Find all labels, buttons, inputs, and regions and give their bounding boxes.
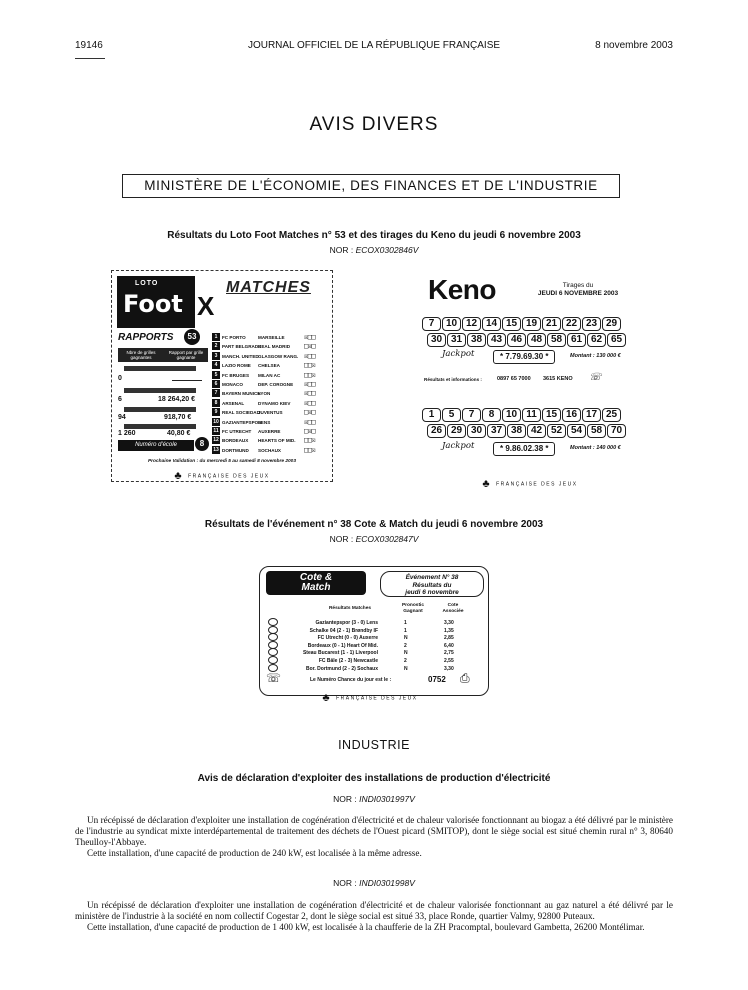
cote-prono: N [404,635,408,642]
nor-code: ECOX0302846V [355,245,419,255]
match-result: □☒□ [304,427,316,435]
cote-logo-line2: Match [301,582,331,593]
match-home: PART BELGRADE [222,344,262,350]
keno-tirages-date: JEUDI 6 NOVEMBRE 2003 [537,290,619,297]
nor-label: NOR : [329,245,354,255]
keno-tirages-label: Tirages du [562,282,594,289]
match-home: FC BRUGES [222,372,250,378]
logo-loto-text: LOTO [135,280,159,287]
industrie-title: Avis de déclaration d'exploiter des installations de production d'électricité [197,773,551,784]
header-rule [75,58,105,59]
match-row [212,446,330,455]
jackpot2-number: * 9.86.02.38 * [493,442,555,456]
rap-3-value: 918,70 € [164,414,192,421]
match-row [212,371,330,380]
keno-ball: 5 [442,408,461,422]
loto-keno-title: Résultats du Loto Foot Matches n° 53 et des tirages du Keno du jeudi 6 novembre 2003 [167,230,581,241]
loto-fdj [112,470,332,482]
rap-head-right: Rapport par grille gagnante [168,350,204,360]
match-result: ☒□□ [304,417,316,426]
match-row [212,361,330,370]
rap-1-value: 0 [118,375,122,382]
match-result: □☒□ [304,342,316,351]
match-home: LAZIO ROME [222,363,251,369]
rapports-label: RAPPORTS [118,332,174,343]
grid-number-badge: 53 [184,329,200,345]
event-line3: jeudi 6 novembre [405,589,459,596]
jackpot1-label: Jackpot [442,349,475,359]
logo-foot-text: Foot [123,290,183,318]
head-cote: Cote Associée [442,603,464,614]
match-result: □□☒ [304,361,316,370]
rap-head-left: Nbre de grilles gagnantes [126,350,156,360]
match-away: DEP. COROGNE [258,382,294,387]
match-away: LYON [258,391,271,397]
match-result: ☒□□ [304,389,316,398]
match-number: 7 [212,389,220,397]
keno-ball: 46 [507,333,526,347]
printer-icon: ⎙ [460,671,470,685]
match-home: REAL SOCIEDAD [222,410,260,416]
section-title-industrie: INDUSTRIE [338,738,410,752]
match-home: DORTMUND [222,447,249,453]
keno-ball: 30 [427,333,446,347]
cote-prono: N [404,650,408,657]
chance-value: 0752 [428,675,446,684]
issue-date: 8 novembre 2003 [595,40,673,51]
rapports-header [118,348,208,362]
cote-value: 3,30 [444,665,454,672]
keno-ball: 11 [522,408,541,422]
cote-match: Gaziantepspor (3 - 0) Lens [315,620,378,626]
paragraph-2a: Un récépissé de déclaration d'exploiter une installation de cogénération d'électricité et de chaleur valorisée fonctionnant au gaz naturel a été délivré par le ministère de l'industrie à la société en nom collectif Cogestar 2, dont le siège social est situé 33, place Ronde, quartier Valmy, 92800 Puteaux. [75,900,673,921]
match-home: BAYERN MUNICH [222,391,261,397]
match-away: REAL MADRID [258,344,291,350]
keno-fdj [480,478,580,490]
keno-ball: 31 [447,333,466,347]
keno-ball: 48 [527,333,546,347]
keno-draw2-row2 [427,424,626,438]
match-result: ☒□□ [304,398,316,407]
match-result: □□☒ [304,436,316,445]
match-row [212,408,330,417]
keno-ball: 19 [522,317,541,331]
keno-ball: 30 [467,424,486,438]
rank-bar-3 [124,407,196,412]
match-away: AUXERRE [258,429,281,434]
keno-ball: 15 [502,317,521,331]
keno-ball: 38 [467,333,486,347]
keno-tirages [530,282,626,298]
keno-ball: 15 [542,408,561,422]
match-home: MANCH. UNITED [222,353,259,359]
cote-logo-line1: Cote & [299,572,333,583]
keno-ball: 54 [567,424,586,438]
match-row [212,436,330,445]
keno-ball: 22 [562,317,581,331]
keno-ball: 21 [542,317,561,331]
paragraph-1a: Un récépissé de déclaration d'exploiter une installation de cogénération d'électricité et de chaleur valorisée fonctionnant au biogaz a été délivré par le ministère de l'industrie au syndicat mixte interdépartemental de traitement des déchets de l'Ouest picard (SMITOP), dont le siège social est situé chemin rural n° 3, 80640 Theulloy-l'Abbaye. [75,815,673,847]
rank-bar-1 [124,366,196,371]
match-away: MILAN AC [258,372,281,378]
match-away: JUVENTUS [258,410,283,416]
keno-ball: 70 [607,424,626,438]
fdj-text: FRANÇAISE DES JEUX [188,473,270,480]
match-number: 1 [212,333,220,341]
keno-info-label: Résultats et informations : [424,377,482,382]
phone-icon: ☏ [266,671,282,685]
cote-match-card [259,566,489,696]
rank-bar-4 [124,424,196,429]
page-header [75,40,673,54]
numero-ecole-label: Numéro d'école [118,440,194,451]
cote-match: Bor. Dortmund (2 - 2) Sochaux [306,665,378,672]
jackpot2-label: Jackpot [442,441,475,451]
cote-fdj [320,692,420,704]
match-number: 10 [213,418,219,425]
keno-ball: 62 [587,333,606,347]
event-line1: Événement N° 38 [405,574,459,581]
match-home: FC UTRECHT [222,429,252,434]
rap-3-count: 94 [118,414,126,421]
cote-nor [0,534,748,544]
keno-info-phone: 0897 65 7000 [497,376,531,382]
head-matches: Résultats Matches [328,606,372,611]
keno-ball: 38 [507,424,526,438]
match-number: 2 [212,342,220,350]
match-row [212,427,330,436]
keno-ball: 25 [602,408,621,422]
match-row [212,399,330,408]
keno-draw1-row1 [422,317,621,331]
match-result: ☒□□ [304,333,316,341]
keno-ball: 7 [462,408,481,422]
rap-2-value: 18 264,20 € [158,396,195,403]
fdj-text: FRANÇAISE DES JEUX [336,695,418,702]
paragraph-2 [75,900,673,933]
match-row [212,333,330,342]
cote-row [264,642,484,650]
jackpot2-montant: Montant : 140 000 € [570,445,621,451]
keno-ball: 16 [562,408,581,422]
clover-icon: ♣ [482,478,492,490]
cote-match: Schalke 04 (2 - 1) Brøndby IF [309,627,378,634]
match-home: FC PORTO [222,335,246,340]
match-away: HEARTS OF MID. [258,438,296,444]
match-home: GAZIANTEPSPOR [222,419,262,425]
keno-ball: 42 [527,424,546,438]
cote-row [264,634,484,642]
fdj-text: FRANÇAISE DES JEUX [496,481,578,488]
cote-value: 2,85 [444,635,454,642]
cote-match-logo [266,571,366,595]
matches-label: MATCHES [226,279,311,296]
keno-ball: 26 [427,424,446,438]
keno-stamp-icon: ☏ [589,372,602,383]
keno-draw1-row2 [427,333,626,347]
rap-1-dash [172,380,202,381]
keno-ball: 58 [587,424,606,438]
numero-ecole-value: 8 [195,437,209,451]
keno-ball: 29 [602,317,621,331]
match-away: CHELSEA [258,363,280,369]
match-result: □□☒ [304,370,316,379]
cote-value: 3,30 [444,620,454,626]
cote-prono: 2 [404,642,407,649]
keno-ball: 23 [582,317,601,331]
match-away: MARSEILLE [258,335,285,340]
match-number: 6 [212,380,220,388]
keno-ball: 12 [462,317,481,331]
clover-icon: ♣ [322,692,332,704]
match-row [212,352,330,361]
rank-bar-2 [124,388,196,393]
nor-label: NOR : [333,794,357,804]
keno-ball: 29 [447,424,466,438]
cote-match: Steau Bucarest (1 - 1) Liverpool [302,650,378,657]
match-number: 9 [212,408,220,416]
keno-ball: 61 [567,333,586,347]
match-home: MONACO [222,382,243,387]
loto-nor [0,245,748,255]
selection-oval-icon [268,618,278,626]
nor-code: INDI0301998V [359,878,415,888]
match-away: LENS [258,419,271,425]
nor-label: NOR : [333,878,357,888]
selection-oval-icon [268,656,278,664]
cote-prono: N [404,665,408,672]
ministry-box: MINISTÈRE DE L'ÉCONOMIE, DES FINANCES ET DE L'INDUSTRIE [122,174,620,198]
cote-match: FC Utrecht (0 - 0) Auxerre [317,635,378,642]
keno-logo: Keno [428,274,496,305]
cote-row [264,649,484,657]
keno-ball: 14 [482,317,501,331]
match-row [212,418,330,427]
loto-foot-logo [117,276,195,328]
logo-x-text: X [197,291,215,321]
paragraph-2b: Cette installation, d'une capacité de production de 1 400 kW, est localisée à la chaufferie de la ZH Pracomptal, boulevard Gambetta, 26200 Montélimar. [87,922,645,932]
match-home: ARSENAL [222,400,245,406]
match-number: 12 [213,437,219,444]
match-number: 8 [212,399,220,407]
jackpot1-number: * 7.79.69.30 * [493,350,555,364]
event-line2: Résultats du [412,581,452,589]
section-title-avis: AVIS DIVERS [309,114,439,135]
match-number: 5 [212,371,220,379]
cote-match: Bordeaux (0 - 1) Heart Of Mid. [307,642,378,649]
match-away: SOCHAUX [258,447,281,453]
cote-row [264,619,484,627]
paragraph-1b: Cette installation, d'une capacité de production de 240 kW, est localisée à la même adresse. [87,848,422,858]
cote-value: 1,35 [444,627,454,634]
cote-prono: 1 [404,620,407,626]
keno-ball: 52 [547,424,566,438]
clover-icon: ♣ [174,470,184,482]
match-row [212,389,330,398]
head-prono: Pronostic Gagnant [401,603,425,614]
match-away: DYNAMO KIEV [258,400,291,406]
loto-foot-card [111,270,333,482]
nor-code: ECOX0302847V [355,534,419,544]
journal-title: JOURNAL OFFICIEL DE LA RÉPUBLIQUE FRANÇAISE [247,40,501,51]
validation-text: Prochaine Validation : du mercredi 5 au samedi 8 novembre 2003 [147,459,297,464]
rap-2-count: 6 [118,396,122,403]
rap-4-value: 40,80 € [167,430,191,437]
event-box [380,571,484,597]
chance-label: Le Numéro Chance du jour est le : [310,677,392,683]
match-home: BORDEAUX [222,438,249,444]
keno-ball: 10 [442,317,461,331]
selection-oval-icon [268,633,278,641]
cote-match: FC Bâle (2 - 3) Newcastle [318,658,378,664]
keno-ball: 17 [582,408,601,422]
keno-draw2-row1 [422,408,621,422]
keno-ball: 8 [482,408,501,422]
industrie-nor-1 [0,794,748,804]
paragraph-1 [75,815,673,859]
match-result: ☒□□ [304,351,316,360]
nor-code: INDI0301997V [359,794,415,804]
match-result: □☒□ [304,408,316,417]
keno-ball: 58 [547,333,566,347]
nor-label: NOR : [329,534,354,544]
keno-ball: 37 [487,424,506,438]
cote-row [264,665,484,673]
page-number: 19146 [75,40,103,51]
cote-row [264,657,484,665]
cote-row [264,627,484,635]
cote-value: 6,40 [444,642,454,649]
match-row [212,342,330,351]
jackpot1-montant: Montant : 130 000 € [570,353,621,359]
cote-prono: 2 [404,658,407,664]
match-number: 11 [213,428,219,434]
cote-title: Résultats de l'événement n° 38 Cote & Match du jeudi 6 novembre 2003 [204,519,544,530]
keno-ball: 7 [422,317,441,331]
keno-ball: 65 [607,333,626,347]
match-row [212,380,330,389]
cote-value: 2,55 [444,658,454,664]
match-number: 3 [212,352,220,360]
cote-prono: 1 [404,627,407,634]
keno-ball: 1 [422,408,441,422]
match-number: 13 [213,446,219,453]
match-away: GLASGOW RANG. [258,353,299,359]
match-result: ☒□□ [304,380,316,388]
keno-info-minitel: 3615 KENO [543,376,573,382]
cote-value: 2,75 [444,650,454,657]
rap-4-count: 1 260 [118,430,136,437]
match-result: □□☒ [304,445,316,454]
industrie-nor-2 [0,878,748,888]
keno-ball: 43 [487,333,506,347]
keno-ball: 10 [502,408,521,422]
match-number: 4 [212,361,220,369]
